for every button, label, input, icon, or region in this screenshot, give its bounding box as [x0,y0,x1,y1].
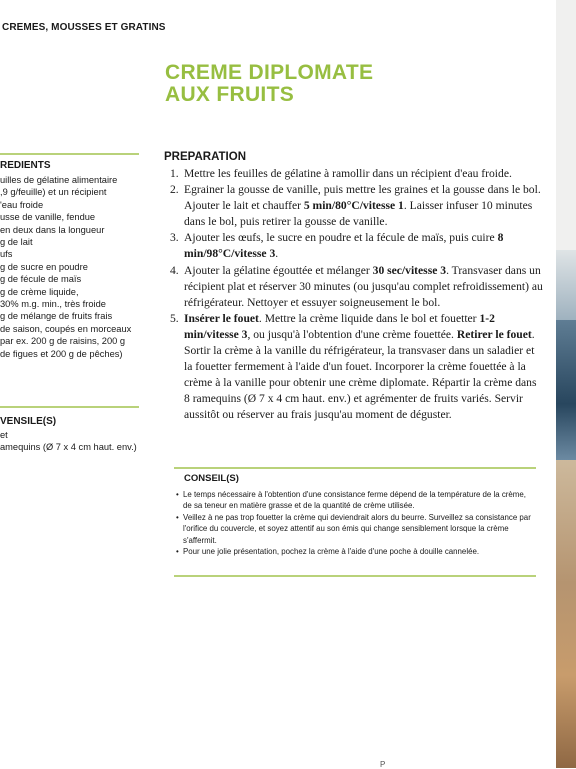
step-setting: Retirer le fouet [456,327,532,341]
preparation-heading: PREPARATION [164,151,246,163]
step-text: . [275,247,279,261]
ingredients-top-rule [0,153,139,155]
step-text: . Transvaser dans un récipient plat et réserver 30 minutes (ou jusqu'au complet refroidissement) au réfrigérateur. Nettoyer et essuyer soigneusement le bol. [184,263,543,309]
step-setting: 5 min/80°C/vitesse 1 [303,199,404,213]
step-number: 4. [170,263,179,277]
title-line-1: CREME DIPLOMATE [165,61,374,84]
tip-item: • Veillez à ne pas trop fouetter la crème qui deviendrait alors du beurre. Surveillez sa consistance par l'orifice du couvercle, et soyez attentif au son émis qui change sensiblement lorsque la crème s'affermit. [176,512,536,546]
tips-bottom-rule [174,575,536,577]
tips-top-rule [174,467,536,469]
step-text: . Laisser infuser 10 minutes dans le bol, puis retirer la gousse de vanille. [184,199,533,229]
ingredient-line: g de crème liquide, [0,286,79,297]
step-text: Mettre les feuilles de gélatine à ramollir dans un récipient d'eau froide. [184,167,512,180]
ingredients-heading: REDIENTS [0,160,51,171]
utensils-heading: VENSILE(S) [0,416,57,427]
ingredient-line: g de lait [0,237,33,248]
photo-part-sky [556,250,576,320]
ingredient-line: 'eau froide [0,199,44,210]
step-text: Ajouter la gélatine égouttée et mélanger [184,263,373,277]
utensil-line: et [0,430,8,440]
step-setting: 30 sec/vitesse 3 [372,263,447,277]
preparation-step [164,263,544,311]
title-line-2: AUX FRUITS [165,83,294,106]
photo-part-wood [556,460,576,768]
step-setting: 1-2 min/vitesse 3 [184,311,495,341]
utensil-line: amequins (Ø 7 x 4 cm haut. env.) [0,442,137,453]
step-text: Ajouter les œufs, le sucre en poudre et la fécule de maïs, puis cuire [184,231,498,245]
step-text: Egrainer la gousse de vanille, puis mettre les graines et la gousse dans le bol. Ajouter le lait et chauffer [184,183,541,213]
step-number: 3. [170,231,179,245]
ingredient-line: uilles de gélatine alimentaire [0,175,118,185]
section-header: CREMES, MOUSSES ET GRATINS [2,22,166,33]
preparation-step [164,166,544,182]
step-number: 2. [170,183,179,197]
step-setting: Insérer le fouet [184,311,259,325]
ingredient-line: g de mélange de fruits frais [0,311,113,322]
step-setting: 8 min/98°C/vitesse 3 [184,231,504,261]
photo-part-blue [556,320,576,460]
tip-item: • Pour une jolie présentation, pochez la crème à l'aide d'une poche à douille cannelée. [176,546,536,557]
step-text: . Mettre la crème liquide dans le bol et fouetter [258,311,480,325]
recipe-title [165,62,373,106]
utensils-list [0,429,137,454]
ingredient-line: de figues et 200 g de pêches) [0,348,123,359]
ingredient-line: par ex. 200 g de raisins, 200 g [0,336,126,347]
tips-heading: CONSEIL(S) [184,473,239,484]
ingredient-line: ufs [0,249,13,260]
photo-strip [556,0,576,768]
step-number: 1. [170,167,179,180]
ingredient-line: g de fécule de maïs [0,274,82,285]
preparation-step [164,182,544,230]
tip-item: • Le temps nécessaire à l'obtention d'une consistance ferme dépend de la température de la crème, de sa teneur en matière grasse et de la quantité de crème utilisée. [176,489,536,512]
page-footer: P [380,760,386,769]
ingredient-line: de saison, coupés en morceaux [0,323,132,334]
tips-list [176,489,536,557]
utensils-top-rule [0,406,139,408]
preparation-step [164,230,544,262]
preparation-step [164,311,544,424]
step-text: . Sortir la crème à la vanille du réfrigérateur, la transvaser dans un saladier et la fouetter fermement à l'aide d'un fouet. Incorporer la crème fouettée à la crème à la vanille pour obtenir une crème diplomate. Répartir la crème dans 8 ramequins (Ø 7 x 4 cm haut. env.) et agrémenter de fruits variés. Servir aussitôt ou réserver au frais jusqu'au moment de déguster. [184,327,537,422]
ingredient-line: ,9 g/feuille) et un récipient [0,187,107,198]
ingredients-list [0,174,131,360]
ingredient-line: en deux dans la longueur [0,224,105,235]
step-text: , ou jusqu'à l'obtention d'une crème fouettée. [247,327,457,341]
preparation-steps [164,166,544,424]
ingredient-line: usse de vanille, fendue [0,212,96,223]
step-number: 5. [170,311,179,325]
ingredient-line: g de sucre en poudre [0,261,88,272]
ingredient-line: 30% m.g. min., très froide [0,299,106,310]
